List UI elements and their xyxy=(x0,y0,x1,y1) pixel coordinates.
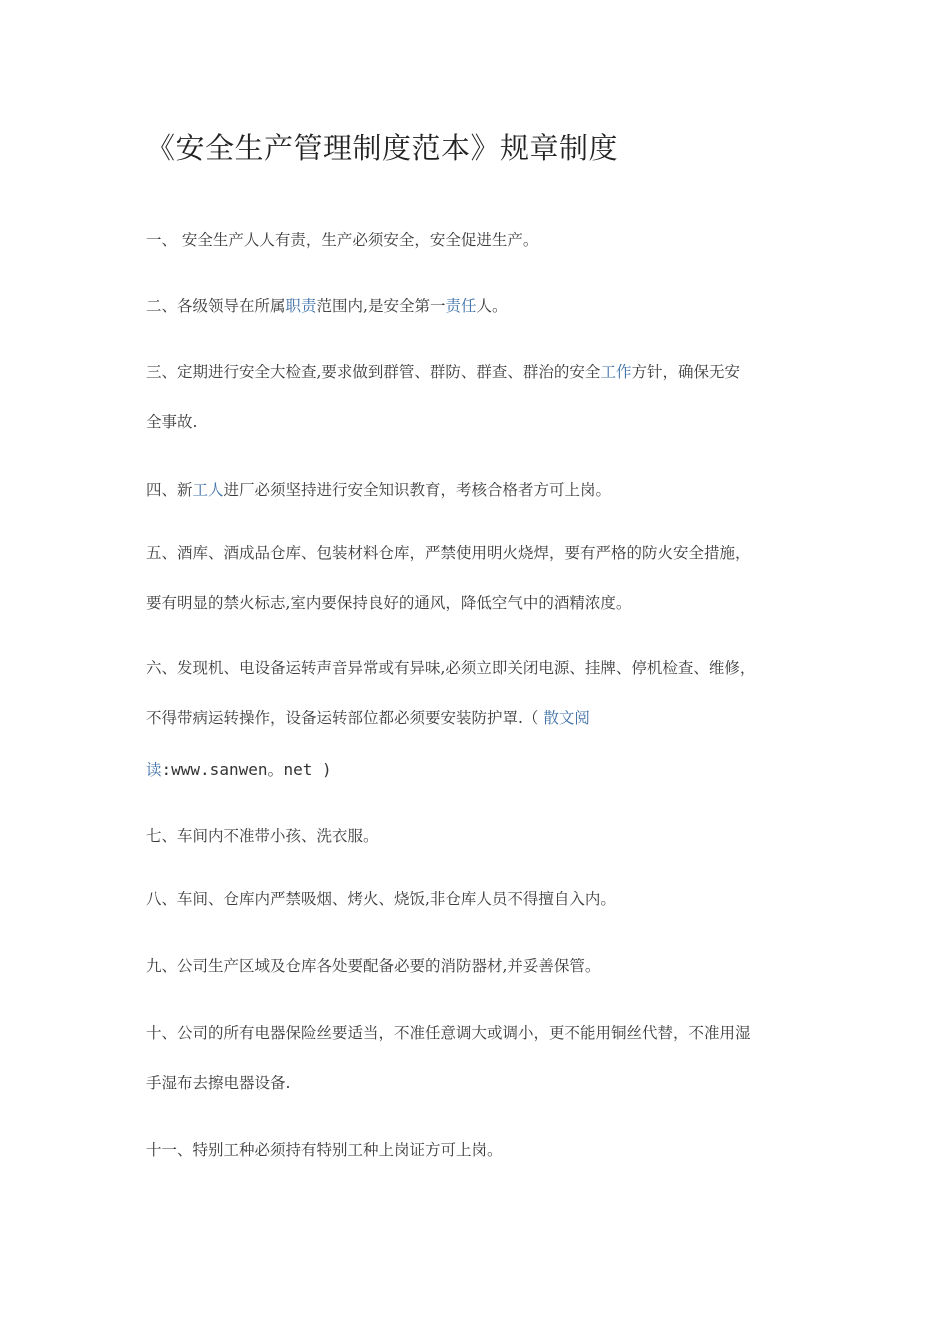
rule-2-text-a: 二、各级领导在所属 xyxy=(146,297,286,315)
link-sanwen-b[interactable]: 读 xyxy=(146,761,162,779)
rule-8: 八、车间、仓库内严禁吸烟、烤火、烧饭,非仓库人员不得擅自入内。 xyxy=(146,890,616,908)
link-sanwen-a[interactable]: 散文阅 xyxy=(543,709,590,727)
link-gongren[interactable]: 工人 xyxy=(192,481,224,499)
rule-10-line-1: 十、公司的所有电器保险丝要适当，不准任意调大或调小，更不能用铜丝代替，不准用湿 xyxy=(146,1024,751,1042)
rule-4 xyxy=(146,478,611,500)
rule-3-line-1 xyxy=(146,360,740,382)
rule-6-text-a: 不得带病运转操作，设备运转部位都必须要安装防护罩.（ xyxy=(146,709,544,727)
document-title: 《安全生产管理制度范本》规章制度 xyxy=(146,131,619,165)
rule-5-line-2: 要有明显的禁火标志,室内要保持良好的通风，降低空气中的酒精浓度。 xyxy=(146,594,632,612)
rule-11: 十一、特别工种必须持有特别工种上岗证方可上岗。 xyxy=(146,1141,503,1159)
rule-3-text-a: 三、定期进行安全大检查,要求做到群管、群防、群查、群治的安全 xyxy=(146,363,601,381)
rule-10-line-2: 手湿布去擦电器设备. xyxy=(146,1074,291,1092)
rule-6-line-1: 六、发现机、电设备运转声音异常或有异味,必须立即关闭电源、挂牌、停机检查、维修， xyxy=(146,659,756,677)
rule-6-line-2 xyxy=(146,706,590,728)
rule-7: 七、车间内不准带小孩、洗衣服。 xyxy=(146,827,379,845)
sanwen-url: :www.sanwen。net ) xyxy=(161,760,332,779)
rule-3-text-b: 方针，确保无安 xyxy=(631,363,740,381)
link-zeren[interactable]: 责任 xyxy=(445,297,477,315)
link-gongzuo[interactable]: 工作 xyxy=(600,363,632,381)
rule-3-line-2: 全事故. xyxy=(146,413,198,431)
link-zhize[interactable]: 职责 xyxy=(285,297,317,315)
rule-2-text-b: 范围内,是安全第一 xyxy=(316,297,446,315)
rule-1: 一、 安全生产人人有责，生产必须安全，安全促进生产。 xyxy=(146,231,539,249)
rule-6-line-3 xyxy=(146,757,332,780)
rule-5-line-1: 五、酒库、酒成品仓库、包装材料仓库，严禁使用明火烧焊，要有严格的防火安全措施， xyxy=(146,544,751,562)
rule-2-text-c: 人。 xyxy=(476,297,508,315)
rule-4-text-a: 四、新 xyxy=(146,481,193,499)
rule-9: 九、公司生产区域及仓库各处要配备必要的消防器材,并妥善保管。 xyxy=(146,957,601,975)
rule-4-text-b: 进厂必须坚持进行安全知识教育，考核合格者方可上岗。 xyxy=(223,481,612,499)
rule-2 xyxy=(146,294,508,316)
